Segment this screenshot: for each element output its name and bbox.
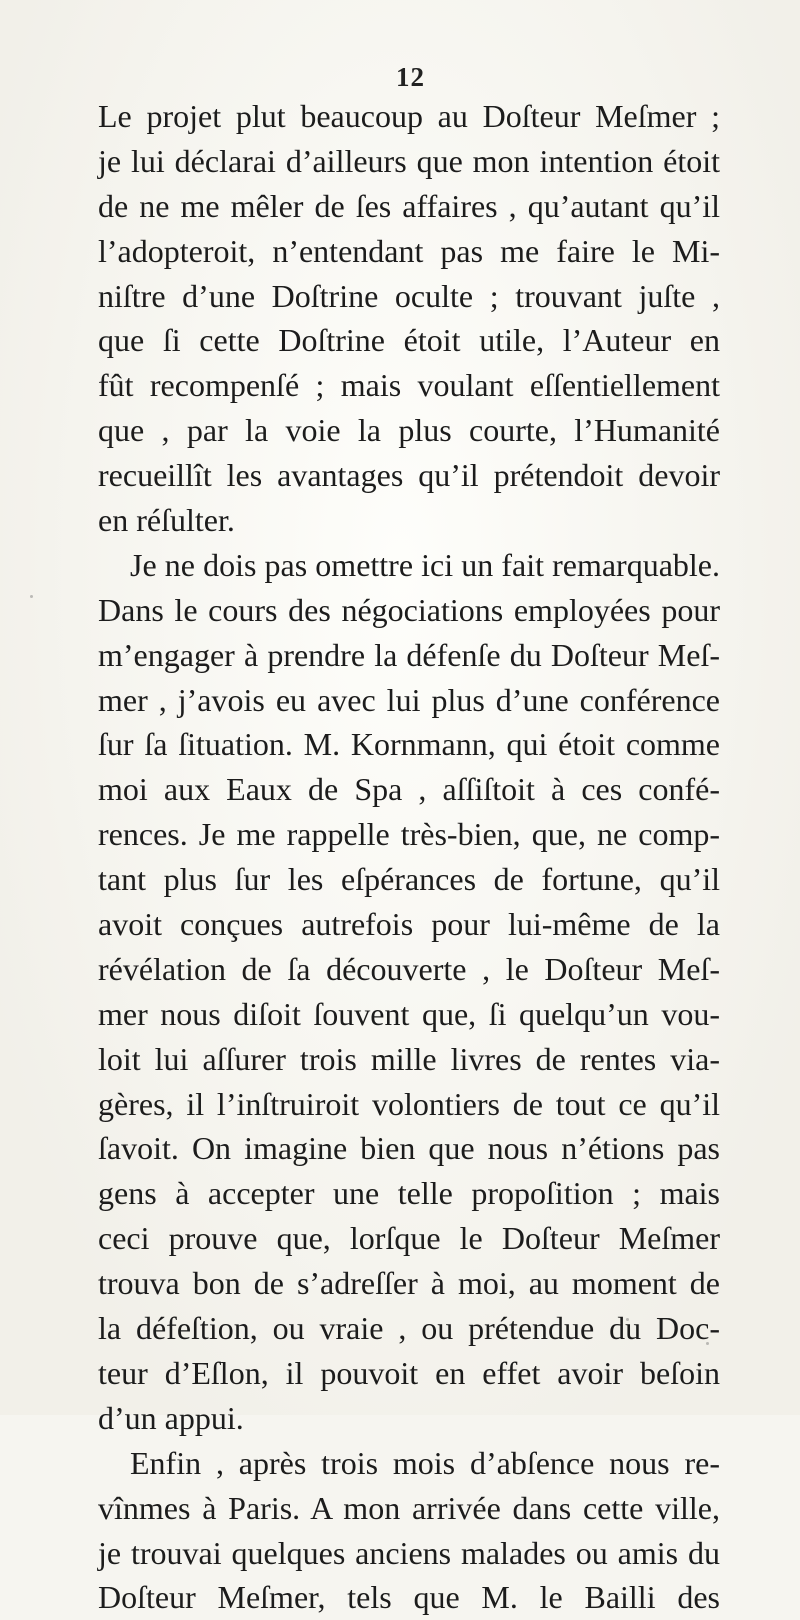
text-line: en réſulter. [98, 502, 235, 539]
text-line: Enfin , après trois mois d’abſence nous re- [130, 1444, 720, 1481]
text-line: Dans le cours des négociations employées pour [98, 591, 720, 628]
text-line: mer , j’avois eu avec lui plus d’une conférence [98, 681, 720, 718]
paragraph-3 [98, 1441, 720, 1620]
text-line: que , par la voie la plus courte, l’Humanité [98, 412, 720, 449]
paragraph-1 [98, 94, 720, 543]
text-line: d’un appui. [98, 1399, 244, 1436]
text-line: la défeſtion, ou vraie , ou prétendue du Doc- [98, 1310, 720, 1347]
text-line: tant plus ſur les eſpérances de fortune, qu’il [98, 861, 720, 898]
text-line: ſavoit. On imagine bien que nous n’étions pas [98, 1130, 720, 1167]
text-line: je lui déclarai d’ailleurs que mon intention étoit [98, 142, 720, 179]
text-line: Doſteur Meſmer, tels que M. le Bailli des [98, 1579, 720, 1616]
text-line: ſur ſa ſituation. M. Kornmann, qui étoit comme [98, 726, 720, 763]
paper-speck [706, 1342, 709, 1345]
text-line: vînmes à Paris. A mon arrivée dans cette ville, [98, 1489, 720, 1526]
text-line: niſtre d’une Doſtrine oculte ; trouvant juſte , [98, 277, 720, 314]
text-line: avoit conçues autrefois pour lui-même de la [98, 906, 720, 943]
text-line: que ſi cette Doſtrine étoit utile, l’Auteur en [98, 322, 720, 359]
text-line: teur d’Eſlon, il pouvoit en effet avoir beſoin [98, 1354, 720, 1391]
paper-speck [30, 595, 33, 598]
text-line: de ne me mêler de ſes affaires , qu’autant qu’il [98, 187, 720, 224]
text-line: trouva bon de s’adreſſer à moi, au moment de [98, 1265, 720, 1302]
text-line: Le projet plut beaucoup au Doſteur Meſmer ; [98, 98, 720, 134]
text-line: Je ne dois pas omettre ici un fait remarquable. [130, 546, 720, 583]
text-line: révélation de ſa découverte , le Doſteur Meſ- [98, 950, 720, 987]
text-line: ceci prouve que, lorſque le Doſteur Meſmer [98, 1220, 720, 1257]
paragraph-2 [98, 543, 720, 1441]
text-line: loit lui aſſurer trois mille livres de rentes via- [98, 1040, 720, 1077]
body-text [98, 94, 720, 1620]
text-line: mer nous diſoit ſouvent que, ſi quelqu’un vou- [98, 995, 720, 1032]
text-line: je trouvai quelques anciens malades ou amis du [98, 1534, 720, 1571]
text-line: gères, il l’inſtruiroit volontiers de tout ce qu’il [98, 1085, 720, 1122]
text-line: gens à accepter une telle propoſition ; mais [98, 1175, 720, 1212]
text-line: rences. Je me rappelle très-bien, que, ne comp- [98, 816, 720, 853]
text-line: recueillît les avantages qu’il prétendoit devoir [98, 457, 720, 494]
page-number: 12 [396, 62, 425, 92]
text-line: m’engager à prendre la défenſe du Doſteur Meſ- [98, 636, 720, 673]
text-line: l’adopteroit, n’entendant pas me faire le Mi- [98, 232, 720, 269]
paper-speck [626, 1318, 629, 1321]
text-line: fût recompenſé ; mais voulant eſſentiellement [98, 367, 720, 404]
text-line: moi aux Eaux de Spa , aſſiſtoit à ces confé- [98, 771, 720, 808]
